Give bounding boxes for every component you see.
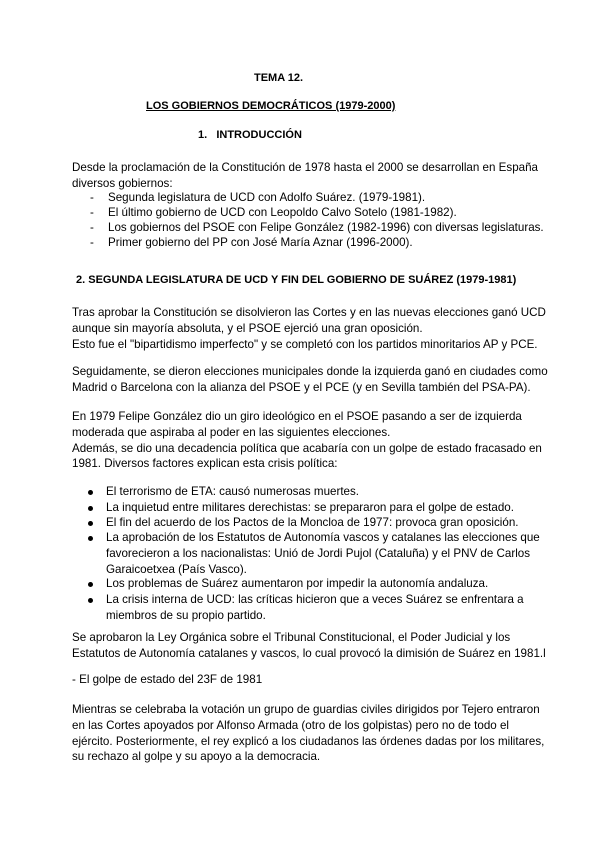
paragraph-line: En 1979 Felipe González dio un giro ideológico en el PSOE pasando a ser de izquierda [72,410,522,423]
dash-marker: - [90,206,94,219]
intro-line: diversos gobiernos: [72,176,173,190]
bullet-icon [88,598,93,603]
dash-marker: - [90,221,94,234]
bullet-icon [88,490,93,495]
crisis-item-text: El terrorismo de ETA: causó numerosas muertes. [106,485,360,498]
crisis-item-text [106,592,524,624]
crisis-item-line: miembros de su propio partido. [106,608,266,622]
section1-heading: 1. INTRODUCCIÓN [198,129,302,141]
intro-item-text: Segunda legislatura de UCD con Adolfo Suárez. (1979-1981). [108,191,426,204]
paragraph-line: moderada que aspiraba al poder en las siguientes elecciones. [72,425,391,439]
intro-paragraph [72,160,538,192]
crisis-item-text: La inquietud entre militares derechistas: se prepararon para el golpe de estado. [106,501,514,514]
bullet-icon [88,536,93,541]
paragraph-laws [72,630,546,662]
paragraph-line: su rechazo al golpe y su apoyo a la democracia. [72,750,321,764]
page-subtitle: LOS GOBIERNOS DEMOCRÁTICOS (1979-2000) [146,100,396,112]
bullet-icon [88,506,93,511]
paragraph-line: Seguidamente, se dieron elecciones municipales donde la izquierda ganó en ciudades como [72,365,548,378]
paragraph-line: Mientras se celebraba la votación un grupo de guardias civiles dirigidos por Tejero entraron [72,703,540,716]
crisis-item-line: La crisis interna de UCD: las críticas hicieron que a veces Suárez se enfrentara a [106,593,524,606]
paragraph-line: Estatutos de Autonomía catalanes y vascos, lo cual provocó la dimisión de Suárez en 1981.l [72,646,546,660]
crisis-item-text: El fin del acuerdo de los Pactos de la Moncloa de 1977: provoca gran oposición. [106,516,519,529]
paragraph-line: en las Cortes apoyados por Alfonso Armada (otro de los golpistas) pero no de todo el [72,718,509,732]
paragraph-coup [72,702,545,765]
dash-marker: - [90,236,94,249]
paragraph-elections [72,305,546,352]
paragraph-line: Se aprobaron la Ley Orgánica sobre el Tribunal Constitucional, el Poder Judicial y los [72,631,511,644]
page-title: TEMA 12. [254,72,304,84]
intro-item-text: El último gobierno de UCD con Leopoldo Calvo Sotelo (1981-1982). [108,206,457,219]
bullet-icon [88,582,93,587]
paragraph-line: Tras aprobar la Constitución se disolvieron las Cortes y en las nuevas elecciones ganó UCD [72,306,546,319]
paragraph-line: 1981. Diversos factores explican esta crisis política: [72,457,338,471]
crisis-item-line: Garaicoetxea (País Vasco). [106,562,247,576]
intro-item-text: Primer gobierno del PP con José María Aznar (1996-2000). [108,236,413,249]
crisis-item-line: La aprobación de los Estatutos de Autonomía vascos y catalanes las elecciones que [106,531,540,544]
paragraph-line: Esto fue el "bipartidismo imperfecto" y se completó con los partidos minoritarios AP y PCE. [72,337,538,351]
dash-marker: - [90,191,94,204]
crisis-item-text: Los problemas de Suárez aumentaron por impedir la autonomía andaluza. [106,577,489,590]
paragraph-line: ejército. Posteriormente, el rey explicó a los ciudadanos las órdenes dadas por los militares, [72,734,545,748]
paragraph-23f-heading [72,672,532,688]
paragraph-line: aunque sin mayoría absoluta, y el PSOE ejerció una gran oposición. [72,321,423,335]
paragraph-line: - El golpe de estado del 23F de 1981 [72,673,263,686]
intro-line: Desde la proclamación de la Constitución de 1978 hasta el 2000 se desarrollan en España [72,161,538,174]
paragraph-psoe-crisis [72,409,542,472]
crisis-item-line: favorecieron a los nacionalistas: Unió de Jordi Pujol (Cataluña) y el PNV de Carlos [106,546,531,560]
section2-heading: 2. SEGUNDA LEGISLATURA DE UCD Y FIN DEL GOBIERNO DE SUÁREZ (1979-1981) [76,274,517,286]
paragraph-line: Además, se dio una decadencia política que acabaría con un golpe de estado fracasado en [72,441,542,455]
paragraph-municipal [72,364,548,396]
intro-item-text: Los gobiernos del PSOE con Felipe González (1982-1996) con diversas legislaturas. [108,221,544,234]
crisis-item-text [106,530,540,577]
paragraph-line: Madrid o Barcelona con la alianza del PSOE y el PCE (y en Sevilla también del PSA-PA). [72,380,531,394]
bullet-icon [88,521,93,526]
